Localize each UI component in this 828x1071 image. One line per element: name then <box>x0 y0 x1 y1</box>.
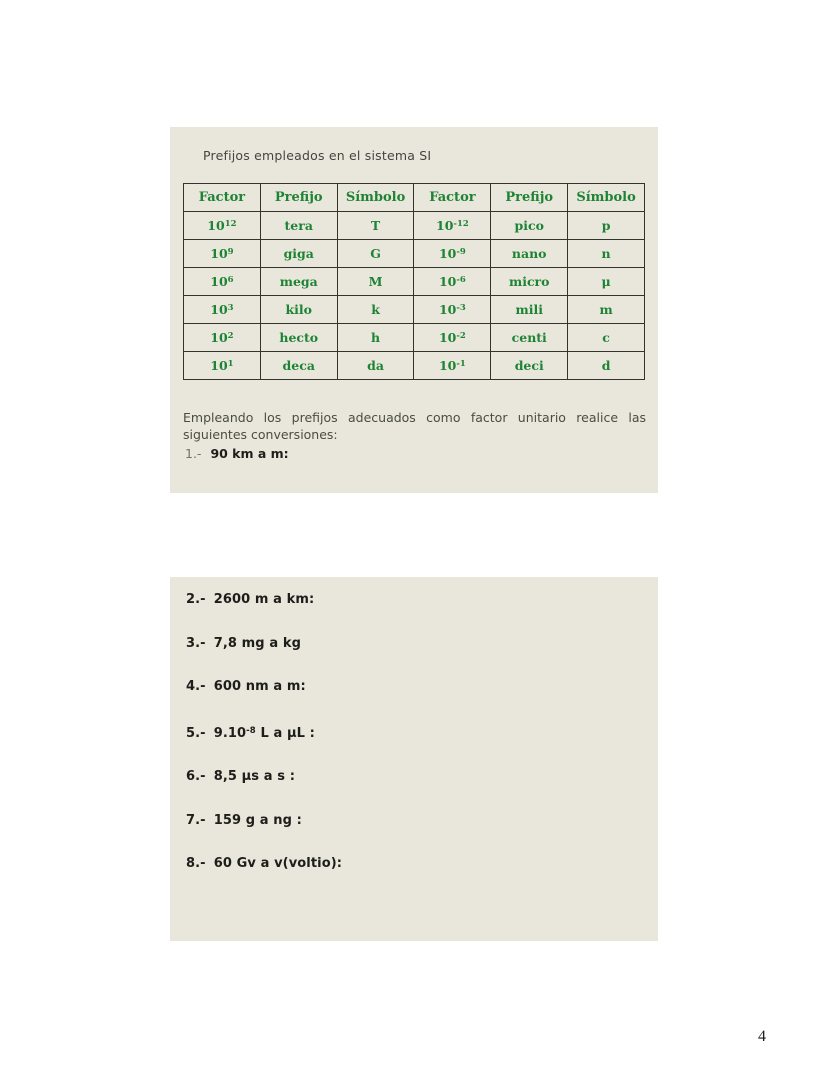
symbol-cell: h <box>337 324 414 352</box>
column-header-factor: Factor <box>414 184 491 212</box>
factor-cell: $10^{-3}$ <box>414 296 491 324</box>
prefix-cell: centi <box>491 324 568 352</box>
slide-title: Prefijos empleados en el sistema SI <box>203 148 432 163</box>
factor-cell: $10^1$ <box>184 352 261 380</box>
prefix-cell: nano <box>491 240 568 268</box>
exercise-text: 7,8 mg a kg <box>213 635 301 651</box>
symbol-cell: da <box>337 352 414 380</box>
symbol-cell: c <box>568 324 645 352</box>
factor-cell: $10^9$ <box>184 240 261 268</box>
prefix-cell: micro <box>491 268 568 296</box>
symbol-cell: p <box>568 212 645 240</box>
table-header-row <box>184 184 645 212</box>
column-header-prefijo: Prefijo <box>491 184 568 212</box>
factor-cell: $10^{12}$ <box>184 212 261 240</box>
exercise-item-6 <box>186 770 342 784</box>
column-header-simbolo: Símbolo <box>337 184 414 212</box>
factor-cell: $10^3$ <box>184 296 261 324</box>
prefix-cell: pico <box>491 212 568 240</box>
exercise-text: 90 km a m: <box>210 446 289 461</box>
exercise-item-4 <box>186 680 342 694</box>
exercise-item-2 <box>186 593 342 607</box>
exercise-number: 8.- <box>186 856 206 871</box>
prefix-cell: kilo <box>260 296 337 324</box>
exercise-number: 2.- <box>186 592 206 607</box>
prefix-cell: deci <box>491 352 568 380</box>
prefix-cell: mili <box>491 296 568 324</box>
slide-panel-exercises <box>170 577 658 941</box>
factor-cell: $10^{-9}$ <box>414 240 491 268</box>
table-row <box>184 324 645 352</box>
table-row <box>184 268 645 296</box>
exercise-number: 4.- <box>186 679 206 694</box>
slide-panel-prefixes <box>170 127 658 493</box>
exercise-item-3 <box>186 637 342 651</box>
exercise-item-7 <box>186 814 342 828</box>
exercise-number: 7.- <box>186 812 206 828</box>
exercise-number: 3.- <box>186 635 206 651</box>
table-row <box>184 296 645 324</box>
symbol-cell: m <box>568 296 645 324</box>
factor-cell: $10^{-6}$ <box>414 268 491 296</box>
exercise-text: 60 Gv a v(voltio): <box>213 856 343 871</box>
factor-cell: $10^{-1}$ <box>414 352 491 380</box>
exercise-number: 1.- <box>185 446 202 461</box>
exercise-text: $9.10^{-8}$ L a μL : <box>213 725 315 741</box>
prefix-cell: hecto <box>260 324 337 352</box>
symbol-cell: M <box>337 268 414 296</box>
prefix-cell: mega <box>260 268 337 296</box>
symbol-cell: μ <box>568 268 645 296</box>
exercise-number: 5.- <box>186 725 206 741</box>
factor-cell: $10^6$ <box>184 268 261 296</box>
page-number: 4 <box>758 1028 766 1045</box>
symbol-cell: T <box>337 212 414 240</box>
prefix-cell: giga <box>260 240 337 268</box>
exercise-item-5 <box>186 724 342 741</box>
symbol-cell: d <box>568 352 645 380</box>
exercise-item-8 <box>186 857 342 871</box>
exponent: -8 <box>246 725 256 736</box>
factor-cell: $10^{-12}$ <box>414 212 491 240</box>
exercise-item-1 <box>185 446 289 461</box>
table-row <box>184 212 645 240</box>
exercise-text: 600 nm a m: <box>213 679 306 694</box>
table-row <box>184 240 645 268</box>
exercise-text: 8,5 μs a s : <box>213 769 296 784</box>
column-header-simbolo: Símbolo <box>568 184 645 212</box>
prefix-cell: tera <box>260 212 337 240</box>
table-row <box>184 352 645 380</box>
symbol-cell: G <box>337 240 414 268</box>
exercise-list <box>186 593 342 871</box>
factor-cell: $10^{-2}$ <box>414 324 491 352</box>
column-header-factor: Factor <box>184 184 261 212</box>
symbol-cell: k <box>337 296 414 324</box>
exercise-number: 6.- <box>186 769 206 784</box>
factor-cell: $10^2$ <box>184 324 261 352</box>
exercise-text: 2600 m a km: <box>213 592 315 607</box>
column-header-prefijo: Prefijo <box>260 184 337 212</box>
symbol-cell: n <box>568 240 645 268</box>
prefix-cell: deca <box>260 352 337 380</box>
instructions-paragraph: Empleando los prefijos adecuados como factor unitario realice las siguientes conversiones: <box>183 410 646 442</box>
exercise-text: 159 g a ng : <box>213 812 302 828</box>
si-prefix-table <box>183 183 645 380</box>
